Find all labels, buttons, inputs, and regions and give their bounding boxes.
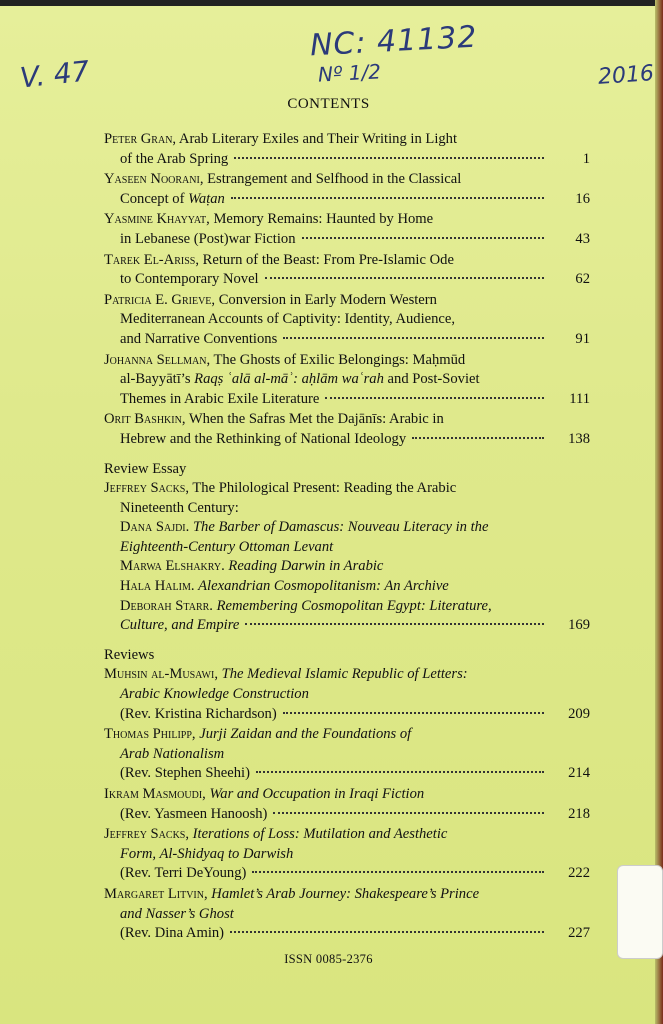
toc-line xyxy=(104,351,590,371)
toc-line-with-page xyxy=(104,270,590,290)
page-number: 111 xyxy=(569,390,590,407)
toc-line-with-page xyxy=(104,150,590,170)
page-number: 209 xyxy=(568,705,590,722)
author-name: Hala Halim xyxy=(120,578,191,595)
dot-leader xyxy=(283,327,544,339)
entry-text: in Lebanese (Post)war Fiction xyxy=(120,230,296,247)
toc-entry xyxy=(104,885,590,944)
toc-line-text xyxy=(120,190,225,210)
reviews-list xyxy=(104,665,590,943)
italic-title: and Nasser’s Ghost xyxy=(120,905,234,922)
toc-line-with-page xyxy=(104,616,590,636)
toc-line-text xyxy=(120,150,228,170)
toc-line-text xyxy=(120,805,267,825)
toc-line xyxy=(104,725,590,745)
author-name: Ikram Masmoudi xyxy=(104,786,203,802)
entry-text: (Rev. Dina Amin) xyxy=(120,925,225,942)
entry-text: (Rev. Yasmeen Hanoosh) xyxy=(120,805,268,822)
entry-text: , Return of the Beast: From Pre-Islamic Ode xyxy=(195,251,454,268)
italic-title: The Barber of Damascus: Nouveau Literacy in the xyxy=(192,519,489,536)
toc-line-text xyxy=(120,390,319,410)
toc-line xyxy=(104,518,590,538)
entry-text: . xyxy=(185,519,193,536)
dot-leader xyxy=(252,861,544,873)
entry-text: , Estrangement and Selfhood in the Classical xyxy=(199,171,462,188)
page-number: 169 xyxy=(568,617,590,634)
toc-entry xyxy=(104,665,590,724)
italic-title: Remembering Cosmopolitan Egypt: Literature, xyxy=(216,597,492,614)
toc-line-text xyxy=(120,705,277,725)
toc-line-text xyxy=(120,230,296,250)
entry-text: . xyxy=(209,597,217,614)
entry-text: , xyxy=(202,786,210,802)
toc-line-with-page xyxy=(104,805,590,825)
page-number: 16 xyxy=(575,190,590,207)
italic-title: Arabic Knowledge Construction xyxy=(120,686,309,703)
toc-line xyxy=(104,499,590,519)
author-name: Jeffrey Sacks xyxy=(104,480,186,497)
dot-leader xyxy=(325,387,544,399)
page-title: CONTENTS xyxy=(287,96,370,112)
italic-title: Eighteenth-Century Ottoman Levant xyxy=(120,538,334,555)
toc-line xyxy=(104,538,590,558)
dot-leader xyxy=(273,802,544,814)
author-name: Muhsin al-Musawi xyxy=(104,666,215,683)
page-number: 227 xyxy=(568,925,590,942)
entry-text: . xyxy=(221,558,229,575)
italic-title: Arab Nationalism xyxy=(120,745,225,762)
page-number: 43 xyxy=(575,230,590,247)
toc-line-with-page xyxy=(104,864,590,884)
toc-line-with-page xyxy=(104,230,590,250)
toc-line-with-page xyxy=(104,190,590,210)
journal-page xyxy=(0,6,657,1024)
entry-text: Themes in Arabic Exile Literature xyxy=(120,390,320,407)
toc-line xyxy=(104,479,590,499)
italic-title: Alexandrian Cosmopolitanism: An Archive xyxy=(198,578,449,595)
dot-leader xyxy=(412,427,544,439)
toc-line-text xyxy=(120,270,259,290)
entry-text: al-Bayyātī’s xyxy=(120,371,195,388)
entry-text: and Narrative Conventions xyxy=(120,330,278,347)
toc-entry xyxy=(104,130,590,169)
entry-text: , Conversion in Early Modern Western xyxy=(211,291,437,308)
toc-entry xyxy=(104,479,590,636)
page-number: 1 xyxy=(582,150,590,167)
entry-text: Hebrew and the Rethinking of National Ideology xyxy=(120,430,407,447)
toc-entry xyxy=(104,410,590,449)
handwritten-volume: V. 47 xyxy=(18,54,91,95)
toc-entry xyxy=(104,170,590,209)
entry-text: (Rev. Kristina Richardson) xyxy=(120,705,277,722)
italic-title: War and Occupation in Iraqi Fiction xyxy=(209,786,425,802)
toc-line-text xyxy=(120,430,406,450)
entry-text: of the Arab Spring xyxy=(120,150,229,167)
entry-text: , Memory Remains: Haunted by Home xyxy=(206,211,434,228)
italic-title: Reading Darwin in Arabic xyxy=(228,558,384,575)
toc-entry xyxy=(104,825,590,884)
dot-leader xyxy=(302,227,545,239)
page-number: 91 xyxy=(575,330,590,347)
entry-text: (Rev. Terri DeYoung) xyxy=(120,865,247,882)
entry-text: , xyxy=(191,726,200,743)
author-name: Johanna Sellman xyxy=(104,351,207,368)
author-name: Yasmine Khayyat xyxy=(104,211,207,228)
handwritten-year: 2016 xyxy=(597,61,655,90)
author-name: Thomas Philipp xyxy=(104,726,192,743)
issn: ISSN 0085-2376 xyxy=(284,952,373,966)
author-name: Marwa Elshakry xyxy=(120,558,222,575)
toc-line-text xyxy=(120,924,224,944)
toc-line-text xyxy=(120,764,250,784)
author-name: Margaret Litvin xyxy=(104,885,204,902)
italic-title: The Medieval Islamic Republic of Letters: xyxy=(221,666,468,683)
toc-line-with-page xyxy=(104,924,590,944)
page-number: 62 xyxy=(575,271,590,288)
page-number: 214 xyxy=(568,765,590,782)
page-number: 218 xyxy=(568,805,590,822)
entry-text: , xyxy=(185,826,193,843)
toc-entry xyxy=(104,725,590,784)
toc-line-with-page xyxy=(104,430,590,450)
author-name: Dana Sajdi xyxy=(120,519,186,536)
author-name: Yaseen Noorani xyxy=(104,171,200,188)
page-number: 222 xyxy=(568,865,590,882)
review-essay-list xyxy=(104,479,590,636)
author-name: Peter Gran xyxy=(104,131,173,147)
dot-leader xyxy=(231,187,544,199)
author-name: Orit Bashkin xyxy=(104,411,182,428)
articles-list xyxy=(104,130,590,450)
entry-text: Nineteenth Century: xyxy=(120,499,239,516)
dot-leader xyxy=(256,761,544,773)
entry-text: , When the Safras Met the Dajānīs: Arabic in xyxy=(181,411,444,428)
toc-line xyxy=(104,825,590,845)
dot-leader xyxy=(245,613,544,625)
toc-entry xyxy=(104,291,590,350)
italic-title: Jurji Zaidan and the Foundations of xyxy=(199,726,412,743)
author-name: Jeffrey Sacks xyxy=(104,826,186,843)
toc-line xyxy=(104,557,590,577)
toc-line xyxy=(104,291,590,311)
toc-line-with-page xyxy=(104,705,590,725)
toc-line xyxy=(104,577,590,597)
italic-title: Waṭan xyxy=(188,190,225,207)
entry-text: , The Philological Present: Reading the Arabic xyxy=(185,480,457,497)
italic-title: Form, Al-Shidyaq to Darwish xyxy=(120,845,294,862)
handwritten-call-number: NC: 41132 xyxy=(309,19,479,64)
toc-line-with-page xyxy=(104,764,590,784)
italic-title: Hamlet’s Arab Journey: Shakespeare’s Prince xyxy=(211,885,480,902)
toc-line-with-page xyxy=(104,390,590,410)
italic-title: Raqṣ ʿalā al-māʾ: aḥlām waʿrah xyxy=(194,371,384,388)
toc-entry xyxy=(104,210,590,249)
entry-text: . xyxy=(190,578,199,595)
entry-text: Mediterranean Accounts of Captivity: Identity, Audience, xyxy=(120,311,456,328)
dot-leader xyxy=(230,921,544,933)
entry-text: to Contemporary Novel xyxy=(120,271,259,288)
page-number: 138 xyxy=(568,430,590,447)
entry-text: , Arab Literary Exiles and Their Writing in Light xyxy=(172,131,458,147)
italic-title: Iterations of Loss: Mutilation and Aesthetic xyxy=(192,826,448,843)
italic-title: Culture, and Empire xyxy=(120,617,240,634)
table-of-contents xyxy=(104,130,590,945)
review-essay-heading: Review Essay xyxy=(104,460,187,477)
author-name: Deborah Starr xyxy=(120,597,210,614)
dot-leader xyxy=(283,702,544,714)
toc-line xyxy=(104,885,590,905)
toc-line xyxy=(104,665,590,685)
author-name: Tarek El-Ariss xyxy=(104,251,196,268)
dot-leader xyxy=(265,267,544,279)
entry-text: , xyxy=(203,885,212,902)
dot-leader xyxy=(234,147,544,159)
author-name: Patricia E. Grieve xyxy=(104,291,212,308)
toc-line-text xyxy=(120,330,277,350)
toc-entry xyxy=(104,251,590,290)
toc-line-text xyxy=(120,864,246,884)
toc-line-text xyxy=(120,616,239,636)
toc-entry xyxy=(104,785,590,824)
entry-text: (Rev. Stephen Sheehi) xyxy=(120,765,250,782)
toc-entry xyxy=(104,351,590,410)
entry-text: , The Ghosts of Exilic Belongings: Maḥmūd xyxy=(206,351,466,368)
handwritten-issue-number: Nº 1/2 xyxy=(317,59,382,87)
reviews-heading: Reviews xyxy=(104,646,155,663)
entry-text: and Post-Soviet xyxy=(383,371,480,388)
entry-text: , xyxy=(214,666,222,683)
toc-line-with-page xyxy=(104,330,590,350)
entry-text: Concept of xyxy=(120,190,189,207)
paper-tab xyxy=(617,865,663,959)
